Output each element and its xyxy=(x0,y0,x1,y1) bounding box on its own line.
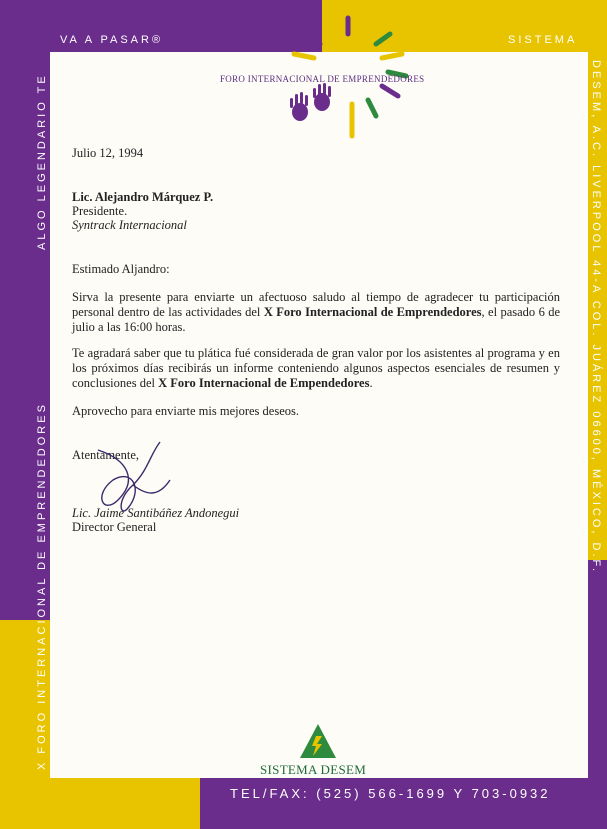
letter-paragraph-3: Aprovecho para enviarte mis mejores deseos. xyxy=(72,404,300,418)
border-text-top-left: VA A PASAR® xyxy=(60,34,164,46)
border-text-right: DESEM, A.C. LIVERPOOL 44-A COL. JUÁREZ 06600, MÉXICO, D.F. xyxy=(590,60,602,575)
border-text-left-lower: X FORO INTERNACIONAL DE EMPRENDEDORES xyxy=(36,402,48,770)
border-band-bottom-yellow xyxy=(0,778,200,829)
letter-salutation: Estimado Aljandro: xyxy=(72,262,170,276)
paragraph-1-text-b: , el pasado 6 de julio a las 16:00 horas. xyxy=(72,305,561,334)
border-text-top-right: SISTEMA xyxy=(508,34,578,46)
signer-title: Director General xyxy=(72,520,157,534)
letter-paragraph-2 xyxy=(72,346,560,391)
desem-brand-name: SISTEMA DESEM xyxy=(260,762,367,777)
paragraph-2-bold: X Foro Internacional de Empendedores xyxy=(158,376,370,390)
paragraph-1-text-a: Sirva la presente para enviarte un afectuoso saludo al tiempo de agradecer tu participación personal dentro de las actividades del xyxy=(72,290,560,319)
recipient-name: Lic. Alejandro Márquez P. xyxy=(72,190,214,204)
signer-name: Lic. Jaime Santibáñez Andonegui xyxy=(72,506,240,520)
letter-paragraph-1 xyxy=(72,290,560,335)
letter-date: Julio 12, 1994 xyxy=(72,146,144,160)
letter-closing: Atentamente, xyxy=(72,448,139,462)
border-text-left-upper: ALGO LEGENDARIO TE xyxy=(36,73,48,250)
forum-logo-title: FORO INTERNACIONAL DE EMPRENDEDORES xyxy=(220,74,425,84)
paragraph-2-text-b: . xyxy=(369,376,373,390)
recipient-title: Presidente. xyxy=(72,204,128,218)
border-text-bottom-phone: TEL/FAX: (525) 566-1699 Y 703-0932 xyxy=(230,786,551,801)
desem-triangle-icon xyxy=(298,722,338,762)
paragraph-2-text-a: Te agradará saber que tu plática fué considerada de gran valor por los asistentes al programa y en los próximos días recibirás un informe conteniendo algunos aspectos esenciales de resumen y conclusiones del xyxy=(72,346,560,390)
recipient-company: Syntrack Internacional xyxy=(72,218,187,232)
paragraph-1-bold: X Foro Internacional de Emprendedores xyxy=(263,305,482,319)
